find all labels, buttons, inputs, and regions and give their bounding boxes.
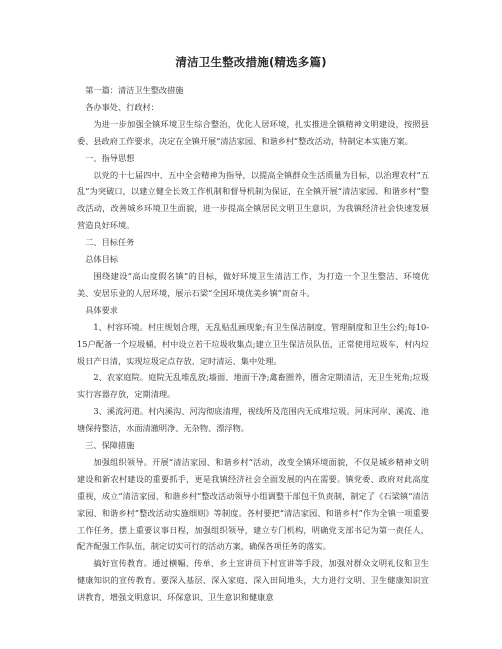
paragraph: 以党的十七届四中、五中全会精神为指导，以提高全镇群众生活质量为目标，以治理农村“五乱”为突破口，以建立健全长效工作机制和督导机制为保证，在全镇开展“清洁家园、和谐乡村”整改活动，改善城乡环境卫生面貌，进一步提高全镇居民文明卫生意识，为我镇经济社会快速发展营造良好环境。 bbox=[77, 169, 429, 231]
document-title: 清洁卫生整改措施(精选多篇) bbox=[175, 55, 327, 69]
paragraph: 围绕建设“高山度假名镇”的目标，做好环境卫生清洁工作，为打造一个卫生整洁、环境优美、安居乐业的人居环境，展示石梁“全国环境优美乡镇”而奋斗。 bbox=[77, 270, 429, 298]
document-body bbox=[77, 82, 429, 606]
section-line: 具体要求 bbox=[85, 304, 118, 315]
section-line: 三、保障措施 bbox=[85, 440, 135, 451]
section-line: 二、目标任务 bbox=[85, 237, 135, 248]
section-line: 第一篇：清洁卫生整改措施 bbox=[85, 85, 184, 95]
paragraph: 3、溪流河道。村内溪沟、河沟彻底清理，视线所及范围内无成堆垃圾。河床河岸、溪流、池塘保持整洁，水面清澈明净、无杂物、漂浮物。 bbox=[77, 406, 429, 434]
paragraph: 2、农家庭院。庭院无乱堆乱放;墙面、地面干净;禽畜圈养，圈舍定期清洁，无卫生死角;垃圾实行容器存放，定期清理。 bbox=[77, 372, 429, 400]
paragraph: 加强组织领导。开展“清洁家园、和谐乡村”活动，改变全镇环境面貌，不仅是城乡精神文明建设和新农村建设的重要抓手，更是我镇经济社会全面发展的内在需要。镇党委、政府对此高度重视，成立“清洁家园、和谐乡村”整改活动领导小组调整干部包干负责制，制定了《石梁镇“清洁家园、和谐乡村”整改活动实施细则》等制度。各村要把“清洁家园、和谐乡村”作为全镇一项重要工作任务，摆上重要议事日程，加强组织领导，建立专门机构，明确党支部书记为第一责任人，配齐配强工作队伍，制定切实可行的活动方案，确保各项任务的落实。 bbox=[77, 456, 429, 552]
paragraph: 1、村容环境。村庄规划合理，无乱贴乱画现象;有卫生保洁制度、管理制度和卫生公约;每10-15户配备一个垃圾桶，村中设立若干垃圾收集点;建立卫生保洁员队伍，正常使用垃圾车，村内垃圾日产日清，实现垃圾定点存放、定时清运、集中处理。 bbox=[77, 321, 429, 366]
section-line: 一、指导思想 bbox=[85, 152, 135, 163]
section-line: 总体目标 bbox=[85, 254, 118, 265]
section-line: 各办事处、行政村： bbox=[85, 101, 159, 112]
paragraph: 为进一步加强全镇环境卫生综合整治，优化人居环境，扎实推进全镇精神文明建设，按照县委、县政府工作要求，决定在全镇开展“清洁家园、和谐乡村”整改活动，特制定本实施方案。 bbox=[77, 118, 429, 146]
paragraph: 搞好宣传教育。通过横幅、传单、乡土宣讲员下村宣讲等手段，加强对群众文明礼仪和卫生健康知识的宣传教育。要深入基层、深入家庭、深入田间地头，大力进行文明、卫生健康知识宣讲教育，增强文明意识、环保意识、卫生意识和健康意 bbox=[77, 558, 429, 603]
